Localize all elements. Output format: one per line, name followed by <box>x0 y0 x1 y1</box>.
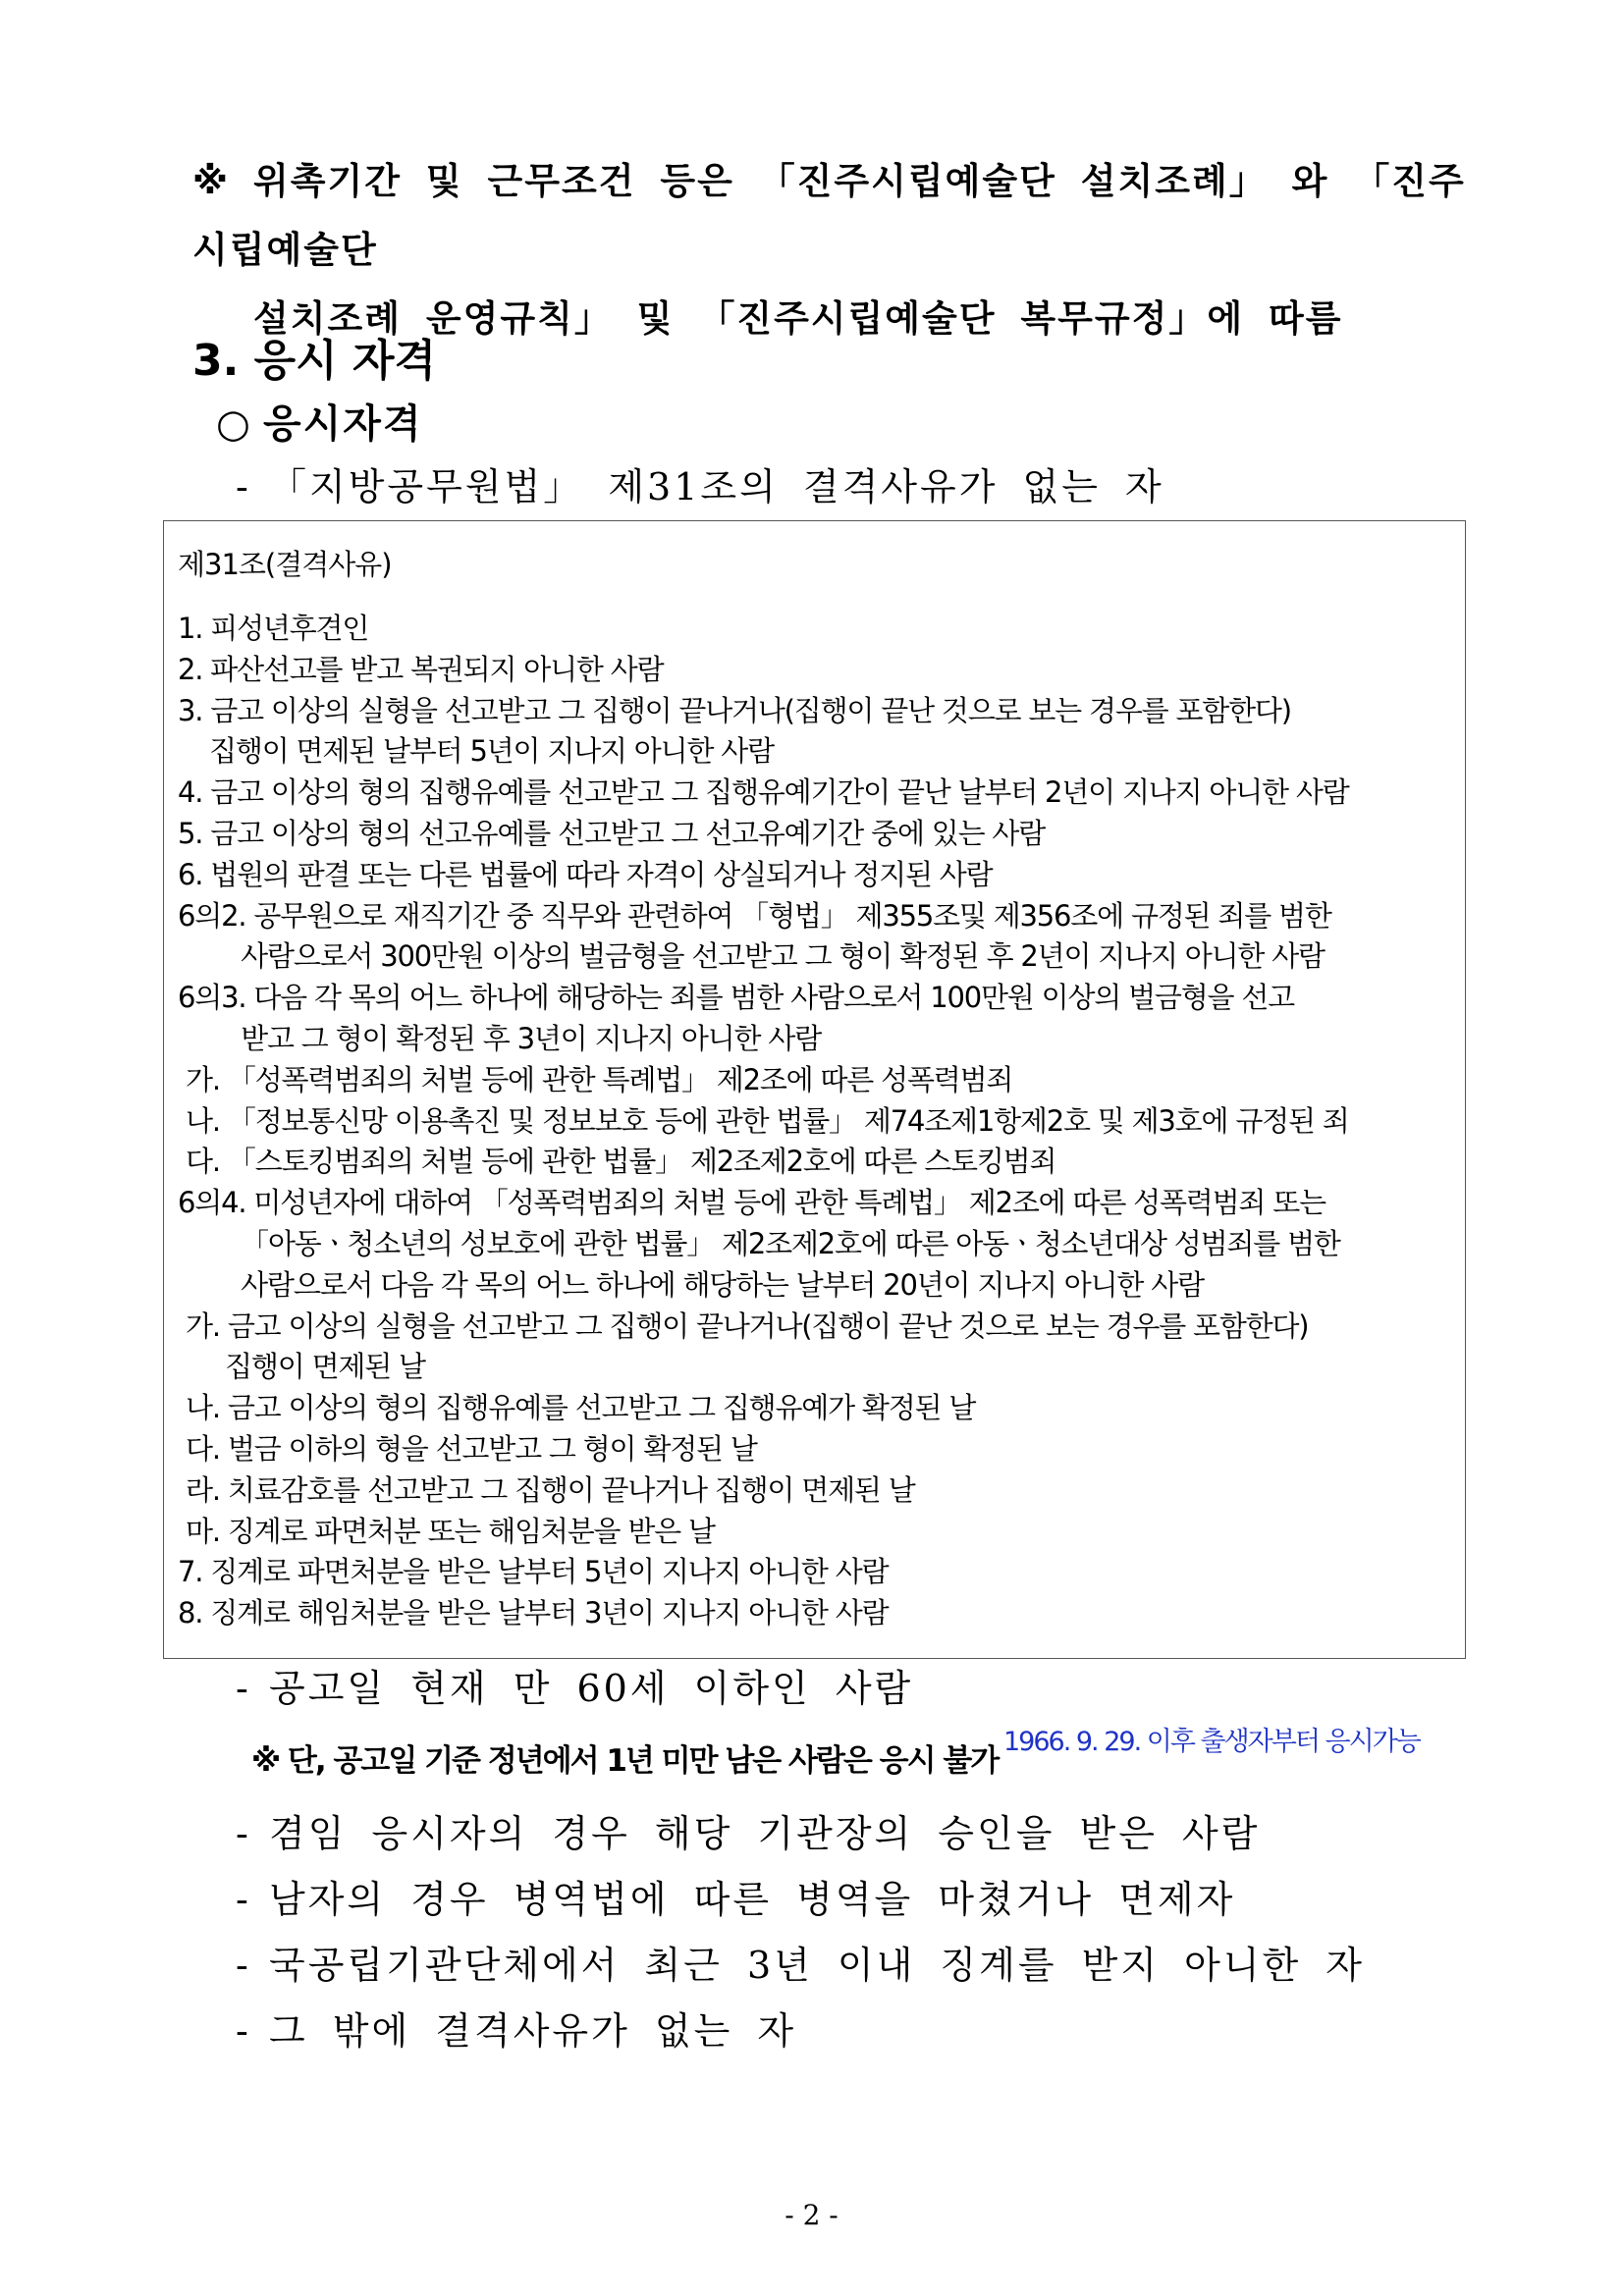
dash-bullet: - <box>236 1944 251 1987</box>
dash-bullet: - <box>236 465 251 508</box>
qualification-item-law <box>236 457 1164 516</box>
disqualification-line: 나. 「정보통신망 이용촉진 및 정보보호 등에 관한 법률」 제74조제1항제2호 및 제3호에 규정된 죄 <box>178 1103 1349 1138</box>
reference-mark: ※ <box>192 160 230 202</box>
subsection-label: 응시자격 <box>263 401 423 447</box>
disqualification-line: 다. 「스토킹범죄의 처벌 등에 관한 법률」 제2조제2호에 따른 스토킹범죄 <box>178 1145 1056 1179</box>
disqualification-line: 1. 피성년후견인 <box>178 612 369 645</box>
qualification-text: 겸임 응시자의 경우 해당 기관장의 승인을 받은 사람 <box>269 1812 1261 1855</box>
dash-bullet: - <box>236 1878 251 1921</box>
qualification-text: 공고일 현재 만 60세 이하인 사람 <box>269 1667 914 1710</box>
disqualification-line: 4. 금고 이상의 형의 집행유예를 선고받고 그 집행유예기간이 끝난 날부터 2년이 지나지 아니한 사람 <box>178 775 1349 810</box>
appointment-terms-note <box>192 147 1498 353</box>
disqualification-line: 사람으로서 다음 각 목의 어느 하나에 해당하는 날부터 20년이 지나지 아니한 사람 <box>178 1267 1204 1302</box>
disqualification-line: 사람으로서 300만원 이상의 벌금형을 선고받고 그 형이 확정된 후 2년이 지나지 아니한 사람 <box>178 939 1325 974</box>
qualification-item-concurrent <box>236 1804 1260 1863</box>
qualification-text: 그 밖에 결격사유가 없는 자 <box>269 2009 797 2053</box>
dash-bullet: - <box>236 2009 251 2053</box>
disqualification-line: 2. 파산선고를 받고 복권되지 아니한 사람 <box>178 652 664 686</box>
disqualification-line: 가. 금고 이상의 실형을 선고받고 그 집행이 끝나거나(집행이 끝난 것으로 보는 경우를 포함한다) <box>178 1308 1309 1343</box>
disqualification-line: 6의4. 미성년자에 대하여 「성폭력범죄의 처벌 등에 관한 특례법」 제2조에 따른 성폭력범죄 또는 <box>178 1186 1325 1220</box>
circle-bullet-icon: ○ <box>216 401 252 447</box>
disqualification-line: 7. 징계로 파면처분을 받은 날부터 5년이 지나지 아니한 사람 <box>178 1555 889 1589</box>
note-text-1: 위촉기간 및 근무조건 등은 「진주시립예술단 설치조례」 와 「진주시립예술단 <box>192 160 1466 271</box>
disqualification-line: 3. 금고 이상의 실형을 선고받고 그 집행이 끝나거나(집행이 끝난 것으로 보는 경우를 포함한다) <box>178 693 1291 727</box>
qualification-text: 국공립기관단체에서 최근 3년 이내 징계를 받지 아니한 자 <box>269 1944 1366 1987</box>
qualification-item-age <box>236 1659 913 1718</box>
note-text-2: 설치조례 운영규칙」 및 「진주시립예술단 복무규정」에 따름 <box>253 297 1343 340</box>
disqualification-line: 6. 법원의 판결 또는 다른 법률에 따라 자격이 상실되거나 정지된 사람 <box>178 857 993 891</box>
disqualification-list <box>178 609 1464 1634</box>
qualification-text: 「지방공무원법」 제31조의 결격사유가 없는 자 <box>269 465 1164 508</box>
box-title: 제31조(결격사유) <box>178 548 392 581</box>
disqualification-line: 6의3. 다음 각 목의 어느 하나에 해당하는 죄를 범한 사람으로서 100만원 이상의 벌금형을 선고 <box>178 981 1295 1015</box>
disqualification-line: 8. 징계로 해임처분을 받은 날부터 3년이 지나지 아니한 사람 <box>178 1596 889 1630</box>
birthdate-eligibility-note: 1966. 9. 29. 이후 출생자부터 응시가능 <box>1003 1727 1420 1757</box>
disqualification-line: 받고 그 형이 확정된 후 3년이 지나지 아니한 사람 <box>178 1021 822 1055</box>
qualification-text: 남자의 경우 병역법에 따른 병역을 마쳤거나 면제자 <box>269 1878 1236 1921</box>
qualification-item-discipline <box>236 1936 1365 1995</box>
disqualification-line: 마. 징계로 파면처분 또는 해임처분을 받은 날 <box>178 1514 715 1548</box>
disqualification-line: 5. 금고 이상의 형의 선고유예를 선고받고 그 선고유예기간 중에 있는 사람 <box>178 816 1046 850</box>
section-title: 3. 응시 자격 <box>192 336 436 386</box>
disqualification-line: 나. 금고 이상의 형의 집행유예를 선고받고 그 집행유예가 확정된 날 <box>178 1391 976 1425</box>
retirement-age-note: ※ 단, 공고일 기준 정년에서 1년 미만 남은 사람은 응시 불가 <box>251 1743 999 1779</box>
disqualification-box <box>163 520 1466 1659</box>
note-line-1 <box>192 147 1498 285</box>
disqualification-line: 집행이 면제된 날 <box>178 1350 425 1384</box>
dash-bullet: - <box>236 1667 251 1710</box>
page-number: - 2 - <box>784 2199 839 2231</box>
disqualification-line: 라. 치료감호를 선고받고 그 집행이 끝나거나 집행이 면제된 날 <box>178 1472 915 1507</box>
disqualification-line: 다. 벌금 이하의 형을 선고받고 그 형이 확정된 날 <box>178 1431 757 1466</box>
qualification-item-military <box>236 1870 1235 1929</box>
dash-bullet: - <box>236 1812 251 1855</box>
disqualification-line: 집행이 면제된 날부터 5년이 지나지 아니한 사람 <box>178 734 774 769</box>
disqualification-line: 「아동ㆍ청소년의 성보호에 관한 법률」 제2조제2호에 따른 아동ㆍ청소년대상 성범죄를 범한 <box>178 1226 1340 1260</box>
disqualification-line: 6의2. 공무원으로 재직기간 중 직무와 관련하여 「형법」 제355조및 제356조에 규정된 죄를 범한 <box>178 898 1331 933</box>
qualification-item-other <box>236 2002 796 2060</box>
disqualification-line: 가. 「성폭력범죄의 처벌 등에 관한 특례법」 제2조에 따른 성폭력범죄 <box>178 1062 1013 1096</box>
subsection-title <box>216 395 423 454</box>
